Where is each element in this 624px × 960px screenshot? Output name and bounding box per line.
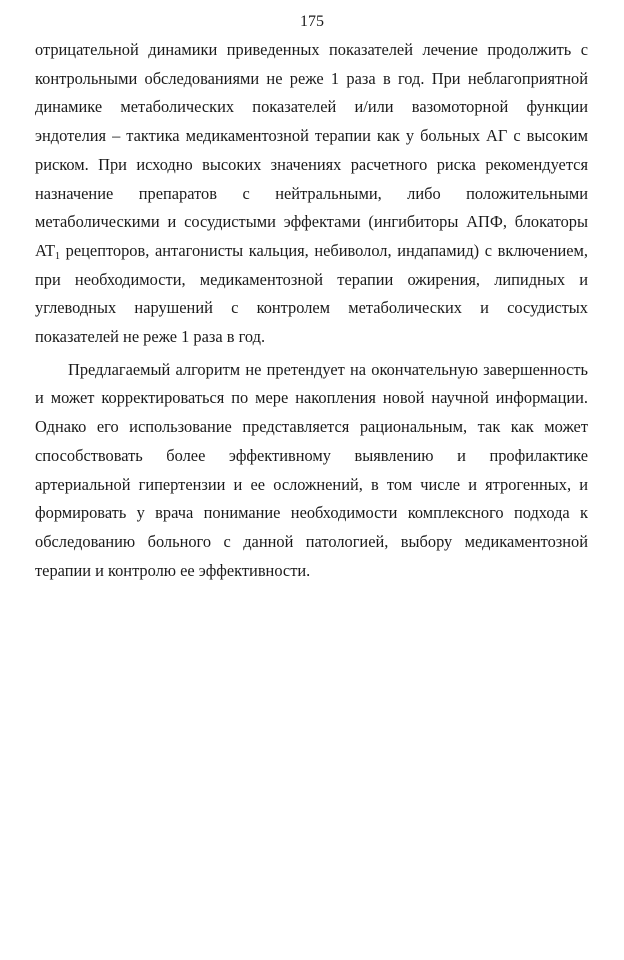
text-line: риском. При исходно высоких значениях расчетного риска рекомендуется [35,154,588,174]
text-line: контрольными обследованиями не реже 1 раза в год. При неблагоприятной [35,68,588,88]
body-text [35,36,588,585]
at-abbreviation: AT [35,240,56,260]
paragraph-treatment-tactics [35,36,588,352]
text-line: Предлагаемый алгоритм не претендует на окончательную завершенность [68,359,588,379]
paragraph-algorithm-conclusion [35,356,588,586]
text-line: при необходимости, медикаментозной терапии ожирения, липидных и [35,269,588,289]
text-line: показателей не реже 1 раза в год. [35,327,266,347]
text-line-at1 [35,237,588,266]
at-subscript: 1 [55,250,61,262]
text-line: обследованию больного с данной патологией, выбору медикаментозной [35,531,588,551]
text-line-rest: рецепторов, антагонисты кальция, небиволол, индапамид) с включением, [65,240,588,260]
text-line: динамике метаболических показателей и/или вазомоторной функции [35,97,588,117]
text-line: эндотелия – тактика медикаментозной терапии как у больных АГ с высоким [35,126,588,146]
text-line: углеводных нарушений с контролем метаболических и сосудистых [35,298,588,318]
text-line: отрицательной динамики приведенных показателей лечение продолжить с [35,40,588,59]
text-line: и может корректироваться по мере накопления новой научной информации. [35,388,588,408]
page-number: 175 [300,13,324,30]
text-line: формировать у врача понимание необходимости комплексного подхода к [35,503,588,523]
text-line: способствовать более эффективному выявлению и профилактике [35,445,588,465]
text-line: назначение препаратов с нейтральными, либо положительными [35,183,588,203]
text-line: Однако его использование представляется рациональным, так как может [35,417,588,437]
text-line: терапии и контролю ее эффективности. [35,560,311,580]
text-line: артериальной гипертензии и ее осложнений, в том числе и ятрогенных, и [35,474,588,494]
text-line: метаболическими и сосудистыми эффектами (ингибиторы АПФ, блокаторы [35,212,588,232]
